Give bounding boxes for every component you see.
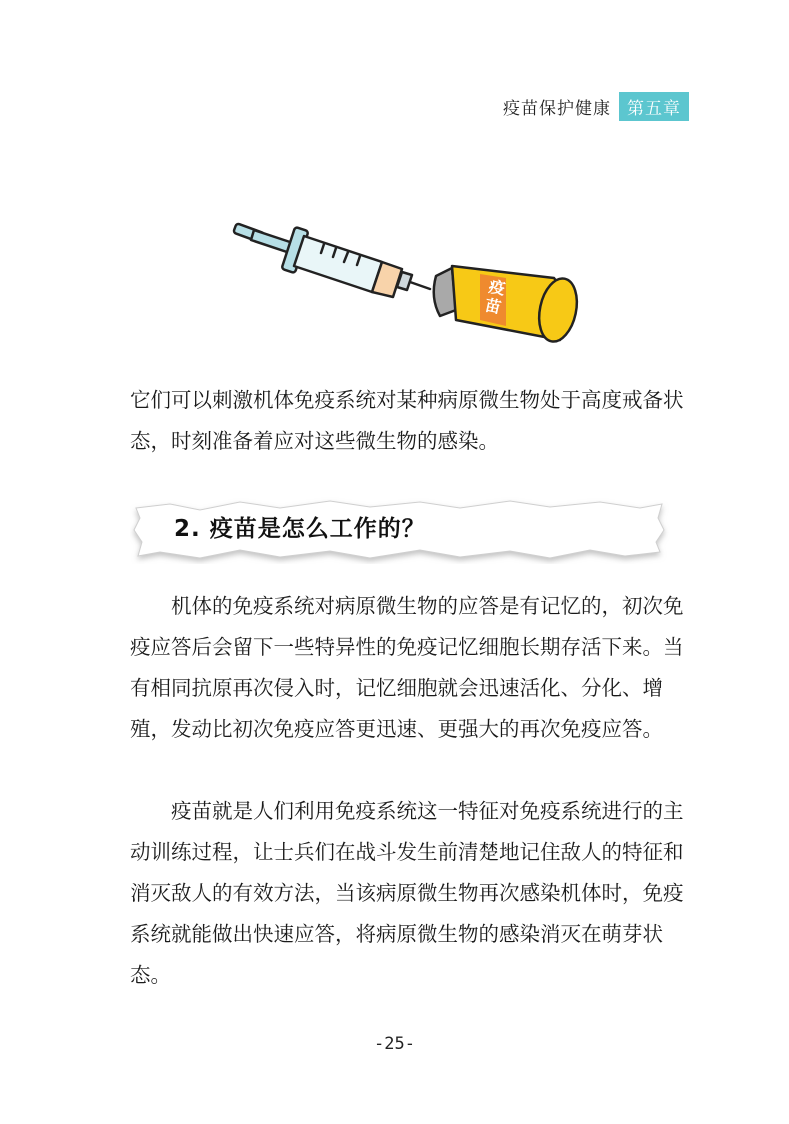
section-title: 2. 疫苗是怎么工作的？ <box>174 516 426 542</box>
syringe-vial-illustration <box>232 200 572 360</box>
body-paragraph: 疫苗就是人们利用免疫系统这一特征对免疫系统进行的主动训练过程，让士兵们在战斗发生前清楚地记住敌人的特征和消灭敌人的有效方法，当该病原微生物再次感染机体时，免疫系统就能做出快速应答，将病原微生物的感染消灭在萌芽状态。 <box>130 799 684 987</box>
book-title: 疫苗保护健康 <box>503 99 611 119</box>
intro-paragraph: 它们可以刺激机体免疫系统对某种病原微生物处于高度戒备状态，时刻准备着应对这些微生物的感染。 <box>130 388 684 453</box>
vial-label: 疫苗 <box>483 276 507 318</box>
page-number: -25- <box>374 1034 415 1054</box>
vaccine-vial-icon <box>422 248 592 358</box>
body-paragraph: 机体的免疫系统对病原微生物的应答是有记忆的，初次免疫应答后会留下一些特异性的免疫记忆细胞长期存活下来。当有相同抗原再次侵入时，记忆细胞就会迅速活化、分化、增殖，发动比初次免疫应答更迅速、更强大的再次免疫应答。 <box>130 594 684 741</box>
chapter-badge: 第五章 <box>619 92 689 121</box>
running-header <box>503 92 689 121</box>
section-heading <box>130 496 670 564</box>
